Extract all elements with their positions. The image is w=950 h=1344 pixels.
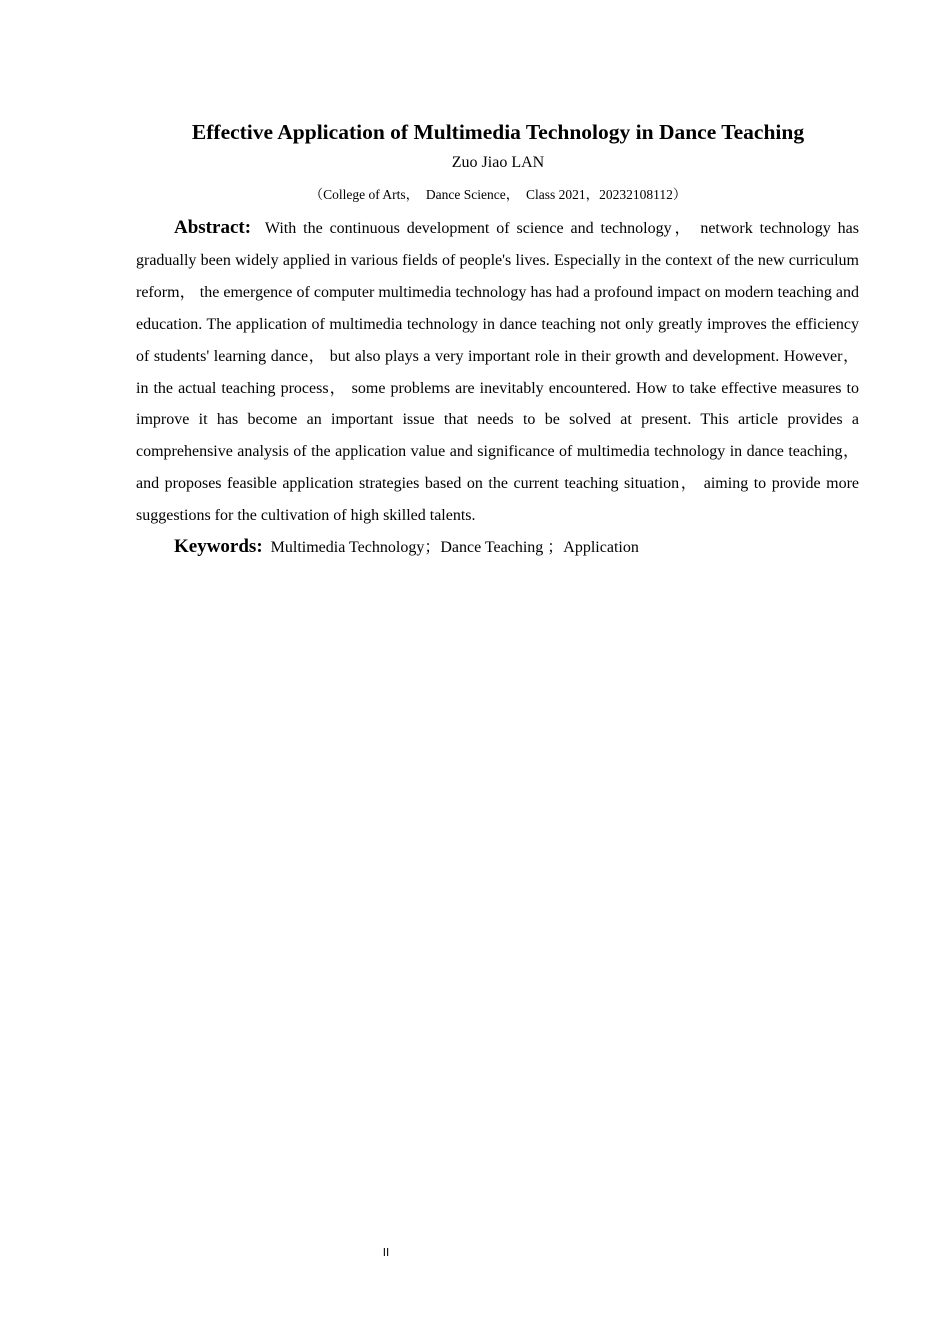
page-number: II <box>382 1246 390 1259</box>
keywords-text: Multimedia Technology；Dance Teaching ；Application <box>270 539 639 556</box>
keywords-label: Keywords: <box>174 536 263 557</box>
abstract-paragraph <box>136 212 859 532</box>
author-name: Zuo Jiao LAN <box>451 154 545 171</box>
author-affiliation: （College of Arts， Dance Science， Class 2021，20232108112） <box>309 187 687 202</box>
abstract-label: Abstract: <box>174 217 252 238</box>
paper-title: Effective Application of Multimedia Technology in Dance Teaching <box>191 120 805 144</box>
abstract-text: With the continuous development of science and technology， network technology has gradually been widely applied in various fields of people's lives. Especially in the context of the new curriculum reform， the emergence of computer multimedia technology has had a profound impact on modern teaching and education. The application of multimedia technology in dance teaching not only greatly improves the efficiency of students' learning dance， but also plays a very important role in their growth and development. However， in the actual teaching process， some problems are inevitably encountered. How to take effective measures to improve it has become an important issue that needs to be solved at present. This article provides a comprehensive analysis of the application value and significance of multimedia technology in dance teaching， and proposes feasible application strategies based on the current teaching situation， aiming to provide more suggestions for the cultivation of high skilled talents. <box>136 220 860 525</box>
keywords-line <box>174 533 639 562</box>
